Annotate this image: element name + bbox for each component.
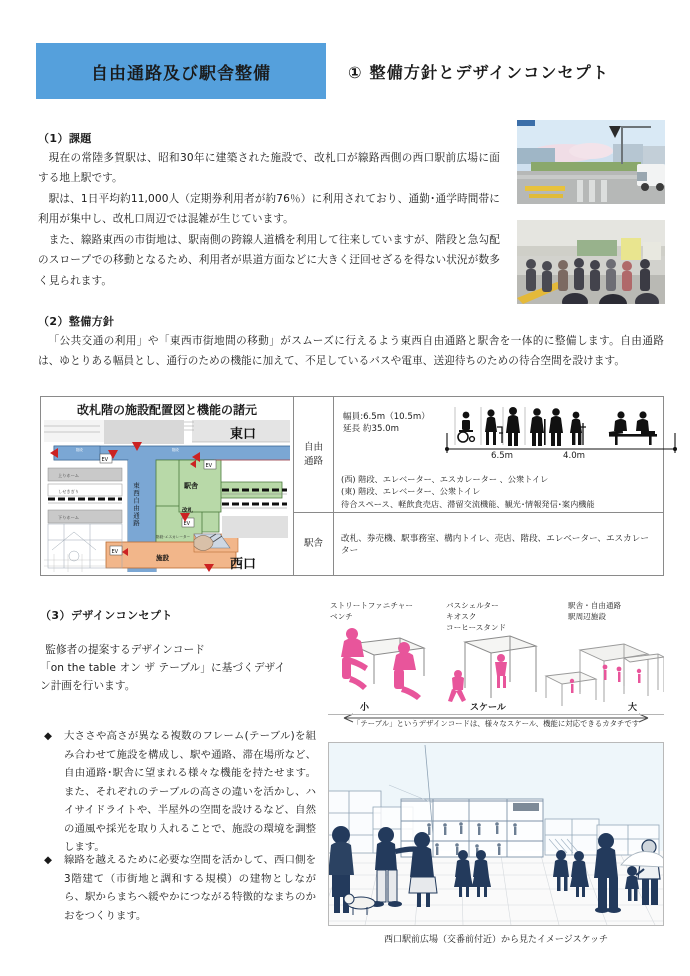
dim-b-label: 4.0m	[563, 451, 586, 461]
scale-caption: 「テーブル」というデザインコードは、様々なスケール、機能に対応できるカタチです	[352, 719, 640, 728]
scale-item-3-line2: 駅周辺施設	[568, 612, 606, 621]
section1-paragraph-1: 現在の常陸多賀駅は、昭和30年に建築された施設で、改札口が線路西側の西口駅前広場に面する地上駅です。	[38, 152, 500, 185]
svg-text:しせきぎり: しせきぎり	[58, 489, 79, 494]
spec-row-label-station	[294, 513, 334, 575]
header-title-band	[36, 43, 326, 99]
image-sketch	[328, 742, 664, 926]
spec-row-station	[294, 513, 663, 575]
floor-plan-drawing	[44, 420, 290, 575]
func-west: (西) 階段、エレベーター、エスカレーター 、公衆トイレ	[341, 474, 549, 484]
section2-paragraph-1: 「公共交通の利用」や「東西市街地間の移動」がスムーズに行えるよう東西自由通路と駅舎を一体的に整備します。自由通路は、ゆとりある幅員とし、通行のための機能に加えて、不足しているバスや電車、送迎待ちのための待合空間を設けます。	[38, 335, 664, 368]
photo-west-plaza	[516, 119, 666, 205]
spec-row-value-station	[334, 513, 663, 575]
concept-bullet-1-text: 大ささや高さが異なる複数のフレーム(テーブル)を組み合わせて施設を構成し、駅や通路、滞在場所など、自由通路･駅舎に望まれる様々な機能を持たせます。また、それぞれのテーブルの高さの違いを活かし、ハイサイドライトや、半屋外の空間を設けるなど、自然の通風や採光を取り入れることで、施設の環境を調整します。	[64, 730, 316, 854]
scale-caption-container	[328, 714, 664, 731]
spec-row-value-freepass	[334, 397, 663, 512]
svg-text:EV: EV	[101, 457, 109, 463]
axis-label-small: 小	[360, 703, 370, 713]
scale-item-1-line2: ベンチ	[330, 612, 353, 621]
svg-text:下りホーム: 下りホーム	[58, 515, 79, 520]
svg-text:東西自由通路: 東西自由通路	[132, 482, 140, 527]
floor-plan-title: 改札階の施設配置図と機能の諸元	[76, 403, 257, 417]
section3-lead	[40, 641, 315, 695]
spec-figure	[40, 396, 664, 576]
svg-text:EV: EV	[205, 463, 213, 469]
svg-text:施設: 施設	[156, 554, 169, 562]
scale-item-2-line2: キオスク	[446, 612, 477, 621]
svg-text:EV: EV	[111, 549, 119, 555]
sketch-caption: 西口駅前広場（交番前付近）から見たイメージスケッチ	[383, 935, 608, 945]
svg-text:改札: 改札	[182, 508, 194, 514]
page-header	[36, 43, 654, 99]
scale-item-3-label	[568, 600, 621, 622]
station-functions: 改札、券売機、駅事務室、構内トイレ、売店、階段、エレベーター、エスカレーター	[341, 534, 649, 556]
svg-text:上りホーム: 上りホーム	[58, 473, 79, 478]
page-title: 自由通路及び駅舎整備	[91, 63, 271, 84]
svg-text:駅舎: 駅舎	[184, 482, 198, 490]
spec-table	[294, 397, 663, 575]
scale-item-1-label	[330, 600, 413, 622]
dim-a-label: 6.5m	[491, 451, 514, 461]
svg-text:西口: 西口	[230, 557, 257, 572]
scale-item-3-line1: 駅舎・自由通路	[568, 601, 622, 610]
section2-heading: （2）整備方針	[38, 315, 115, 328]
label-line-1: 自由	[303, 442, 323, 454]
scale-item-2-label	[446, 600, 506, 633]
section1-paragraph-3: また、線路東西の市街地は、駅南側の跨線人道橋を利用して往来していますが、階段と急勾配のスロープでの移動となるため、利用者が県道方面などに大きく迂回せざるを得ない状況が数多く見られます。	[38, 234, 500, 287]
scale-item-1-line1: ストリートファニチャー	[330, 601, 413, 610]
concept-bullet-2	[44, 851, 316, 925]
width-dimension: 幅員:6.5m（10.5m）	[343, 412, 430, 422]
bullet-diamond-icon: ◆	[44, 854, 52, 866]
length-dimension: 延長 約35.0m	[343, 424, 400, 435]
svg-text:EV: EV	[183, 521, 191, 527]
lead-line-2: 「on the table オン ザ テーブル」に基づくデザイ	[40, 662, 286, 674]
scale-diagram	[328, 600, 664, 728]
concept-bullet-1	[44, 727, 316, 857]
lead-line-1: 監修者の提案するデザインコード	[45, 644, 205, 656]
axis-label-scale: スケール	[470, 703, 506, 713]
scale-item-2-line3: コーヒースタンド	[446, 623, 507, 632]
bullet-diamond-icon: ◆	[44, 730, 52, 742]
header-subtitle: ① 整備方針とデザインコンセプト	[348, 62, 610, 82]
photo-ticket-gate-crowd	[516, 219, 666, 305]
label-line-2: 通路	[303, 455, 323, 467]
scale-item-2-line1: バスシェルター	[446, 601, 499, 610]
axis-label-large: 大	[628, 703, 638, 713]
section1-heading: （1）課題	[38, 132, 92, 145]
concept-bullet-2-text: 線路を越えるために必要な空間を活かして、西口側を3階建て（市街地と調和する規模）の建物としながら、駅からまちへ緩やかにつながる特徴的なまちのかおをつくります。	[64, 854, 316, 922]
section3-heading: （3）デザインコンセプト	[40, 609, 173, 622]
svg-text:階段･エスカレーター: 階段･エスカレーター	[156, 535, 191, 539]
svg-text:階段: 階段	[76, 448, 83, 452]
section1-paragraph-2: 駅は、1日平均約11,000人（定期券利用者が約76％）に利用されており、通勤･通学時間帯に利用が集中し、改札口周辺では混雑が生じています。	[38, 193, 500, 226]
spec-row-label-freepass	[294, 397, 334, 512]
svg-text:東口: 東口	[230, 427, 257, 442]
lead-line-3: ン計画を行います。	[40, 680, 136, 692]
label-station: 駅舎	[303, 538, 323, 550]
svg-text:階段: 階段	[172, 448, 179, 452]
floor-plan-panel	[41, 397, 294, 575]
func-other: 待合スペース、軽飲食売店、滞留交流機能、観光･情報発信･案内機能	[341, 498, 595, 509]
spec-row-freepass	[294, 397, 663, 513]
func-east: (東) 階段、エレベーター、公衆トイレ	[341, 486, 481, 497]
